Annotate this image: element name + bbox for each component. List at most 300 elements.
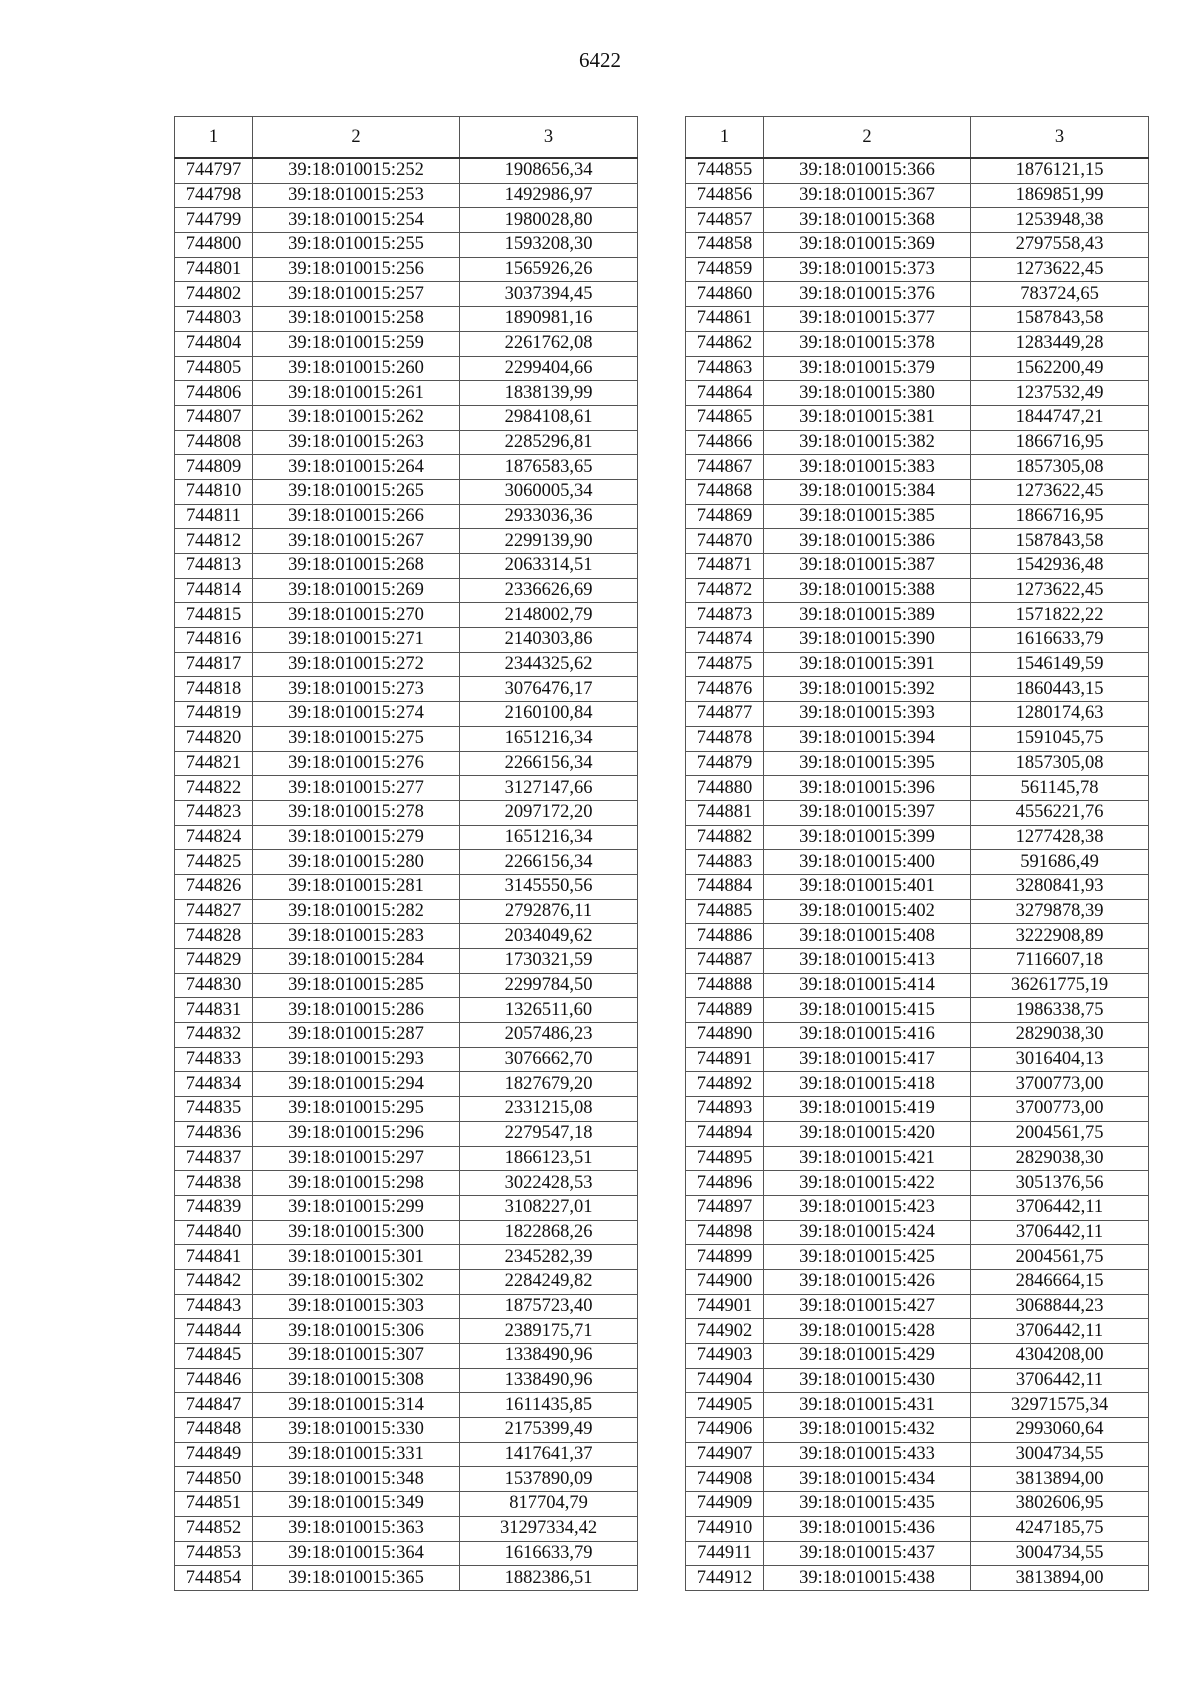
value-cell: 2266156,34 <box>460 751 638 776</box>
row-number-cell: 744870 <box>686 529 764 554</box>
row-number-cell: 744819 <box>175 702 253 727</box>
row-number-cell: 744897 <box>686 1195 764 1220</box>
column-header-1: 1 <box>175 117 253 159</box>
row-number-cell: 744830 <box>175 973 253 998</box>
cadastral-number-cell: 39:18:010015:373 <box>764 257 971 282</box>
row-number-cell: 744836 <box>175 1121 253 1146</box>
table-row <box>175 1121 638 1146</box>
cadastral-number-cell: 39:18:010015:260 <box>253 356 460 381</box>
value-cell: 1866716,95 <box>971 504 1149 529</box>
value-cell: 1875723,40 <box>460 1294 638 1319</box>
row-number-cell: 744860 <box>686 282 764 307</box>
value-cell: 2097172,20 <box>460 800 638 825</box>
cadastral-number-cell: 39:18:010015:400 <box>764 850 971 875</box>
cadastral-number-cell: 39:18:010015:413 <box>764 949 971 974</box>
row-number-cell: 744910 <box>686 1516 764 1541</box>
value-cell: 3813894,00 <box>971 1566 1149 1591</box>
table-row <box>175 1344 638 1369</box>
value-cell: 1562200,49 <box>971 356 1149 381</box>
row-number-cell: 744805 <box>175 356 253 381</box>
table-row <box>175 405 638 430</box>
value-cell: 2261762,08 <box>460 331 638 356</box>
table-row <box>175 677 638 702</box>
value-cell: 1338490,96 <box>460 1368 638 1393</box>
value-cell: 1616633,79 <box>971 628 1149 653</box>
row-number-cell: 744828 <box>175 924 253 949</box>
table-row <box>175 529 638 554</box>
cadastral-number-cell: 39:18:010015:424 <box>764 1220 971 1245</box>
row-number-cell: 744912 <box>686 1566 764 1591</box>
cadastral-number-cell: 39:18:010015:394 <box>764 726 971 751</box>
table-row <box>686 479 1149 504</box>
row-number-cell: 744895 <box>686 1146 764 1171</box>
value-cell: 1542936,48 <box>971 554 1149 579</box>
table-row <box>686 1245 1149 1270</box>
row-number-cell: 744908 <box>686 1467 764 1492</box>
cadastral-number-cell: 39:18:010015:275 <box>253 726 460 751</box>
row-number-cell: 744890 <box>686 1023 764 1048</box>
value-cell: 1908656,34 <box>460 158 638 183</box>
row-number-cell: 744906 <box>686 1418 764 1443</box>
row-number-cell: 744891 <box>686 1047 764 1072</box>
table-row <box>686 282 1149 307</box>
value-cell: 1730321,59 <box>460 949 638 974</box>
value-cell: 783724,65 <box>971 282 1149 307</box>
cadastral-number-cell: 39:18:010015:368 <box>764 208 971 233</box>
cadastral-number-cell: 39:18:010015:390 <box>764 628 971 653</box>
cadastral-number-cell: 39:18:010015:287 <box>253 1023 460 1048</box>
table-row <box>175 1171 638 1196</box>
value-cell: 3037394,45 <box>460 282 638 307</box>
table-row <box>686 1442 1149 1467</box>
row-number-cell: 744810 <box>175 479 253 504</box>
cadastral-number-cell: 39:18:010015:263 <box>253 430 460 455</box>
value-cell: 1827679,20 <box>460 1072 638 1097</box>
cadastral-number-cell: 39:18:010015:426 <box>764 1269 971 1294</box>
row-number-cell: 744816 <box>175 628 253 653</box>
cadastral-number-cell: 39:18:010015:299 <box>253 1195 460 1220</box>
cadastral-number-cell: 39:18:010015:307 <box>253 1344 460 1369</box>
column-header-2: 2 <box>253 117 460 159</box>
row-number-cell: 744804 <box>175 331 253 356</box>
cadastral-number-cell: 39:18:010015:283 <box>253 924 460 949</box>
table-row <box>175 455 638 480</box>
row-number-cell: 744853 <box>175 1541 253 1566</box>
table-row <box>686 1418 1149 1443</box>
table-row <box>686 1368 1149 1393</box>
value-cell: 3145550,56 <box>460 874 638 899</box>
cadastral-number-cell: 39:18:010015:420 <box>764 1121 971 1146</box>
table-row <box>686 307 1149 332</box>
row-number-cell: 744811 <box>175 504 253 529</box>
cadastral-number-cell: 39:18:010015:377 <box>764 307 971 332</box>
value-cell: 2993060,64 <box>971 1418 1149 1443</box>
value-cell: 1326511,60 <box>460 998 638 1023</box>
row-number-cell: 744857 <box>686 208 764 233</box>
table-row <box>686 677 1149 702</box>
cadastral-number-cell: 39:18:010015:270 <box>253 603 460 628</box>
value-cell: 2175399,49 <box>460 1418 638 1443</box>
cadastral-number-cell: 39:18:010015:296 <box>253 1121 460 1146</box>
row-number-cell: 744892 <box>686 1072 764 1097</box>
cadastral-number-cell: 39:18:010015:293 <box>253 1047 460 1072</box>
table-row <box>686 1195 1149 1220</box>
row-number-cell: 744896 <box>686 1171 764 1196</box>
cadastral-number-cell: 39:18:010015:303 <box>253 1294 460 1319</box>
cadastral-number-cell: 39:18:010015:386 <box>764 529 971 554</box>
table-row <box>175 726 638 751</box>
table-row <box>686 1467 1149 1492</box>
value-cell: 1237532,49 <box>971 381 1149 406</box>
row-number-cell: 744888 <box>686 973 764 998</box>
table-row <box>175 1393 638 1418</box>
row-number-cell: 744833 <box>175 1047 253 1072</box>
cadastral-number-cell: 39:18:010015:271 <box>253 628 460 653</box>
table-row <box>175 603 638 628</box>
table-header <box>686 117 1149 159</box>
table-row <box>175 628 638 653</box>
table-row <box>686 1492 1149 1517</box>
cadastral-number-cell: 39:18:010015:259 <box>253 331 460 356</box>
table-row <box>175 998 638 1023</box>
cadastral-number-cell: 39:18:010015:255 <box>253 233 460 258</box>
table-row <box>686 356 1149 381</box>
cadastral-number-cell: 39:18:010015:428 <box>764 1319 971 1344</box>
value-cell: 2933036,36 <box>460 504 638 529</box>
cadastral-number-cell: 39:18:010015:402 <box>764 899 971 924</box>
row-number-cell: 744872 <box>686 578 764 603</box>
value-cell: 1869851,99 <box>971 183 1149 208</box>
value-cell: 1593208,30 <box>460 233 638 258</box>
value-cell: 1273622,45 <box>971 257 1149 282</box>
row-number-cell: 744907 <box>686 1442 764 1467</box>
value-cell: 1876121,15 <box>971 158 1149 183</box>
table-row <box>686 1220 1149 1245</box>
value-cell: 1253948,38 <box>971 208 1149 233</box>
left-table-body <box>175 158 638 1590</box>
cadastral-number-cell: 39:18:010015:254 <box>253 208 460 233</box>
row-number-cell: 744864 <box>686 381 764 406</box>
row-number-cell: 744829 <box>175 949 253 974</box>
value-cell: 1591045,75 <box>971 726 1149 751</box>
cadastral-number-cell: 39:18:010015:269 <box>253 578 460 603</box>
row-number-cell: 744868 <box>686 479 764 504</box>
cadastral-number-cell: 39:18:010015:298 <box>253 1171 460 1196</box>
table-row <box>686 702 1149 727</box>
cadastral-number-cell: 39:18:010015:273 <box>253 677 460 702</box>
value-cell: 1857305,08 <box>971 751 1149 776</box>
row-number-cell: 744866 <box>686 430 764 455</box>
table-row <box>686 381 1149 406</box>
cadastral-number-cell: 39:18:010015:284 <box>253 949 460 974</box>
table-row <box>686 1294 1149 1319</box>
cadastral-number-cell: 39:18:010015:432 <box>764 1418 971 1443</box>
row-number-cell: 744797 <box>175 158 253 183</box>
value-cell: 7116607,18 <box>971 949 1149 974</box>
table-row <box>175 554 638 579</box>
value-cell: 2034049,62 <box>460 924 638 949</box>
table-row <box>175 776 638 801</box>
value-cell: 3068844,23 <box>971 1294 1149 1319</box>
value-cell: 1565926,26 <box>460 257 638 282</box>
table-row <box>175 1269 638 1294</box>
table-row <box>686 331 1149 356</box>
table-row <box>686 1171 1149 1196</box>
value-cell: 3706442,11 <box>971 1195 1149 1220</box>
row-number-cell: 744904 <box>686 1368 764 1393</box>
row-number-cell: 744798 <box>175 183 253 208</box>
value-cell: 3706442,11 <box>971 1368 1149 1393</box>
cadastral-number-cell: 39:18:010015:436 <box>764 1516 971 1541</box>
table-row <box>175 356 638 381</box>
cadastral-number-cell: 39:18:010015:417 <box>764 1047 971 1072</box>
table-row <box>686 1393 1149 1418</box>
cadastral-number-cell: 39:18:010015:431 <box>764 1393 971 1418</box>
row-number-cell: 744815 <box>175 603 253 628</box>
value-cell: 2829038,30 <box>971 1146 1149 1171</box>
value-cell: 1822868,26 <box>460 1220 638 1245</box>
row-number-cell: 744803 <box>175 307 253 332</box>
table-row <box>175 1442 638 1467</box>
value-cell: 1338490,96 <box>460 1344 638 1369</box>
row-number-cell: 744886 <box>686 924 764 949</box>
cadastral-number-cell: 39:18:010015:369 <box>764 233 971 258</box>
cadastral-number-cell: 39:18:010015:264 <box>253 455 460 480</box>
row-number-cell: 744900 <box>686 1269 764 1294</box>
cadastral-number-cell: 39:18:010015:434 <box>764 1467 971 1492</box>
value-cell: 3022428,53 <box>460 1171 638 1196</box>
table-row <box>686 430 1149 455</box>
cadastral-number-cell: 39:18:010015:421 <box>764 1146 971 1171</box>
value-cell: 2160100,84 <box>460 702 638 727</box>
row-number-cell: 744854 <box>175 1566 253 1591</box>
table-row <box>175 1294 638 1319</box>
value-cell: 1616633,79 <box>460 1541 638 1566</box>
cadastral-number-cell: 39:18:010015:274 <box>253 702 460 727</box>
cadastral-number-cell: 39:18:010015:272 <box>253 652 460 677</box>
row-number-cell: 744847 <box>175 1393 253 1418</box>
cadastral-number-cell: 39:18:010015:364 <box>253 1541 460 1566</box>
cadastral-number-cell: 39:18:010015:379 <box>764 356 971 381</box>
value-cell: 4304208,00 <box>971 1344 1149 1369</box>
cadastral-number-cell: 39:18:010015:425 <box>764 1245 971 1270</box>
value-cell: 1417641,37 <box>460 1442 638 1467</box>
value-cell: 2004561,75 <box>971 1245 1149 1270</box>
cadastral-number-cell: 39:18:010015:252 <box>253 158 460 183</box>
table-row <box>686 924 1149 949</box>
row-number-cell: 744843 <box>175 1294 253 1319</box>
row-number-cell: 744832 <box>175 1023 253 1048</box>
value-cell: 1492986,97 <box>460 183 638 208</box>
row-number-cell: 744814 <box>175 578 253 603</box>
table-row <box>175 282 638 307</box>
row-number-cell: 744800 <box>175 233 253 258</box>
cadastral-number-cell: 39:18:010015:367 <box>764 183 971 208</box>
value-cell: 1980028,80 <box>460 208 638 233</box>
value-cell: 1537890,09 <box>460 1467 638 1492</box>
row-number-cell: 744824 <box>175 825 253 850</box>
row-number-cell: 744823 <box>175 800 253 825</box>
value-cell: 3127147,66 <box>460 776 638 801</box>
value-cell: 2331215,08 <box>460 1097 638 1122</box>
cadastral-number-cell: 39:18:010015:388 <box>764 578 971 603</box>
table-row <box>175 1195 638 1220</box>
cadastral-number-cell: 39:18:010015:366 <box>764 158 971 183</box>
cadastral-number-cell: 39:18:010015:280 <box>253 850 460 875</box>
row-number-cell: 744820 <box>175 726 253 751</box>
table-row <box>175 1023 638 1048</box>
value-cell: 2140303,86 <box>460 628 638 653</box>
cadastral-number-cell: 39:18:010015:314 <box>253 1393 460 1418</box>
row-number-cell: 744834 <box>175 1072 253 1097</box>
table-row <box>686 405 1149 430</box>
cadastral-number-cell: 39:18:010015:278 <box>253 800 460 825</box>
cadastral-number-cell: 39:18:010015:380 <box>764 381 971 406</box>
table-row <box>686 455 1149 480</box>
table-row <box>175 504 638 529</box>
table-row <box>175 652 638 677</box>
row-number-cell: 744861 <box>686 307 764 332</box>
row-number-cell: 744827 <box>175 899 253 924</box>
value-cell: 2063314,51 <box>460 554 638 579</box>
table-row <box>175 1368 638 1393</box>
row-number-cell: 744808 <box>175 430 253 455</box>
value-cell: 3813894,00 <box>971 1467 1149 1492</box>
value-cell: 2846664,15 <box>971 1269 1149 1294</box>
row-number-cell: 744821 <box>175 751 253 776</box>
page-number: 6422 <box>579 48 621 72</box>
cadastral-number-cell: 39:18:010015:399 <box>764 825 971 850</box>
cadastral-number-cell: 39:18:010015:256 <box>253 257 460 282</box>
cadastral-number-cell: 39:18:010015:383 <box>764 455 971 480</box>
cadastral-number-cell: 39:18:010015:349 <box>253 1492 460 1517</box>
value-cell: 2299784,50 <box>460 973 638 998</box>
table-row <box>175 973 638 998</box>
table-row <box>175 158 638 183</box>
value-cell: 3280841,93 <box>971 874 1149 899</box>
value-cell: 1611435,85 <box>460 1393 638 1418</box>
cadastral-number-cell: 39:18:010015:300 <box>253 1220 460 1245</box>
cadastral-number-cell: 39:18:010015:427 <box>764 1294 971 1319</box>
row-number-cell: 744863 <box>686 356 764 381</box>
row-number-cell: 744877 <box>686 702 764 727</box>
table-row <box>686 973 1149 998</box>
cadastral-number-cell: 39:18:010015:416 <box>764 1023 971 1048</box>
cadastral-number-cell: 39:18:010015:331 <box>253 1442 460 1467</box>
value-cell: 2284249,82 <box>460 1269 638 1294</box>
table-row <box>175 751 638 776</box>
value-cell: 31297334,42 <box>460 1516 638 1541</box>
row-number-cell: 744822 <box>175 776 253 801</box>
table-row <box>686 850 1149 875</box>
table-row <box>686 1319 1149 1344</box>
table-row <box>175 233 638 258</box>
cadastral-number-cell: 39:18:010015:437 <box>764 1541 971 1566</box>
value-cell: 32971575,34 <box>971 1393 1149 1418</box>
cadastral-number-cell: 39:18:010015:382 <box>764 430 971 455</box>
table-row <box>686 628 1149 653</box>
cadastral-number-cell: 39:18:010015:391 <box>764 652 971 677</box>
column-header-3: 3 <box>971 117 1149 159</box>
column-header-3: 3 <box>460 117 638 159</box>
cadastral-number-cell: 39:18:010015:268 <box>253 554 460 579</box>
value-cell: 1866716,95 <box>971 430 1149 455</box>
row-number-cell: 744817 <box>175 652 253 677</box>
row-number-cell: 744885 <box>686 899 764 924</box>
row-number-cell: 744837 <box>175 1146 253 1171</box>
value-cell: 3004734,55 <box>971 1442 1149 1467</box>
cadastral-number-cell: 39:18:010015:330 <box>253 1418 460 1443</box>
value-cell: 1283449,28 <box>971 331 1149 356</box>
value-cell: 2336626,69 <box>460 578 638 603</box>
cadastral-number-cell: 39:18:010015:408 <box>764 924 971 949</box>
cadastral-number-cell: 39:18:010015:257 <box>253 282 460 307</box>
row-number-cell: 744909 <box>686 1492 764 1517</box>
table-row <box>686 1047 1149 1072</box>
value-cell: 3004734,55 <box>971 1541 1149 1566</box>
table-row <box>686 1344 1149 1369</box>
cadastral-number-cell: 39:18:010015:294 <box>253 1072 460 1097</box>
table-row <box>175 430 638 455</box>
row-number-cell: 744862 <box>686 331 764 356</box>
cadastral-number-cell: 39:18:010015:430 <box>764 1368 971 1393</box>
cadastral-number-cell: 39:18:010015:393 <box>764 702 971 727</box>
row-number-cell: 744884 <box>686 874 764 899</box>
value-cell: 3076476,17 <box>460 677 638 702</box>
cadastral-number-cell: 39:18:010015:281 <box>253 874 460 899</box>
table-row <box>175 1566 638 1591</box>
table-row <box>175 479 638 504</box>
row-number-cell: 744848 <box>175 1418 253 1443</box>
row-number-cell: 744806 <box>175 381 253 406</box>
row-number-cell: 744875 <box>686 652 764 677</box>
cadastral-number-cell: 39:18:010015:435 <box>764 1492 971 1517</box>
cadastral-number-cell: 39:18:010015:348 <box>253 1467 460 1492</box>
row-number-cell: 744839 <box>175 1195 253 1220</box>
value-cell: 1866123,51 <box>460 1146 638 1171</box>
value-cell: 3802606,95 <box>971 1492 1149 1517</box>
table-row <box>175 1245 638 1270</box>
row-number-cell: 744865 <box>686 405 764 430</box>
row-number-cell: 744874 <box>686 628 764 653</box>
cadastral-number-cell: 39:18:010015:381 <box>764 405 971 430</box>
table-row <box>686 183 1149 208</box>
row-number-cell: 744873 <box>686 603 764 628</box>
table-row <box>175 1072 638 1097</box>
value-cell: 3706442,11 <box>971 1220 1149 1245</box>
row-number-cell: 744855 <box>686 158 764 183</box>
table-row <box>175 307 638 332</box>
value-cell: 3279878,39 <box>971 899 1149 924</box>
value-cell: 2299404,66 <box>460 356 638 381</box>
value-cell: 1986338,75 <box>971 998 1149 1023</box>
table-row <box>686 554 1149 579</box>
row-number-cell: 744876 <box>686 677 764 702</box>
table-row <box>686 603 1149 628</box>
cadastral-number-cell: 39:18:010015:279 <box>253 825 460 850</box>
cadastral-number-cell: 39:18:010015:415 <box>764 998 971 1023</box>
row-number-cell: 744846 <box>175 1368 253 1393</box>
row-number-cell: 744851 <box>175 1492 253 1517</box>
table-row <box>686 529 1149 554</box>
value-cell: 36261775,19 <box>971 973 1149 998</box>
right-table-body <box>686 158 1149 1590</box>
row-number-cell: 744835 <box>175 1097 253 1122</box>
value-cell: 1882386,51 <box>460 1566 638 1591</box>
value-cell: 4556221,76 <box>971 800 1149 825</box>
row-number-cell: 744880 <box>686 776 764 801</box>
value-cell: 3706442,11 <box>971 1319 1149 1344</box>
